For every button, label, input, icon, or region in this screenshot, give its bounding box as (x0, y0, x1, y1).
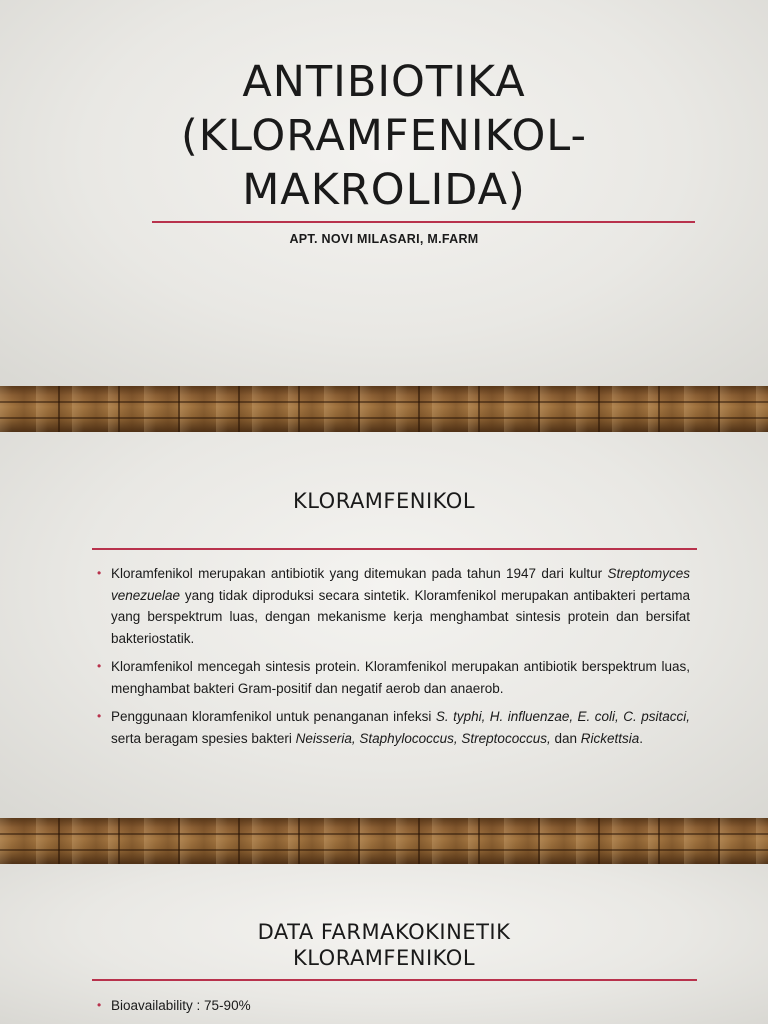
bullet-text: dan (550, 730, 581, 746)
slide-farmakokinetik (0, 864, 768, 1024)
bullet-item (97, 563, 690, 649)
bullet-text: yang tidak diproduksi secara sintetik. Kloramfenikol merupakan antibakteri pertama yang berspektrum luas, dengan mekanisme kerja menghambat sintesis protein dan bersifat bakteriostatik. (111, 587, 690, 646)
heading-divider (92, 548, 697, 550)
bullet-text: Penggunaan kloramfenikol untuk penanganan infeksi (111, 709, 436, 724)
bullet-dot-icon: • (97, 659, 102, 673)
bullet-list (97, 995, 690, 1024)
wood-floor-divider (0, 818, 768, 864)
slide-heading: KLORAMFENIKOL (292, 489, 476, 513)
author-subtitle: APT. NOVI MILASARI, M.FARM (289, 232, 479, 246)
bullet-text: Kloramfenikol merupakan antibiotik yang ditemukan pada tahun 1947 dari kultur (111, 566, 608, 581)
slide-heading: DATA FARMAKOKINETIK KLORAMFENIKOL (257, 920, 511, 970)
bullet-dot-icon: • (97, 566, 102, 580)
bullet-text: Kloramfenikol mencegah sintesis protein. Kloramfenikol merupakan antibiotik berspektrum luas, menghambat bakteri Gram-positif dan negatif aerob dan anaerob. (111, 659, 690, 696)
italic-term: Neisseria, Staphylococcus, Streptococcus, (295, 730, 551, 746)
bullet-item (97, 656, 690, 699)
bullet-list (97, 563, 690, 756)
italic-term: Streptomyces venezuelae (111, 566, 690, 603)
bullet-text: Bioavailability : 75-90% (111, 998, 251, 1013)
italic-term: Rickettsia (580, 730, 640, 746)
bullet-text: serta beragam spesies bakteri (111, 730, 296, 746)
slide-kloramfenikol (0, 432, 768, 818)
wood-floor-divider (0, 386, 768, 432)
bullet-dot-icon: • (97, 709, 102, 723)
slide-title (0, 0, 768, 386)
bullet-item (97, 995, 690, 1017)
presentation-title: ANTIBIOTIKA (KLORAMFENIKOL- MAKROLIDA) (180, 57, 588, 215)
title-divider (152, 221, 695, 223)
bullet-item (97, 706, 690, 749)
italic-term: S. typhi, H. influenzae, E. coli, C. psitacci, (435, 709, 690, 724)
heading-divider (92, 979, 697, 981)
bullet-dot-icon: • (97, 998, 102, 1012)
bullet-text: . (639, 730, 644, 746)
